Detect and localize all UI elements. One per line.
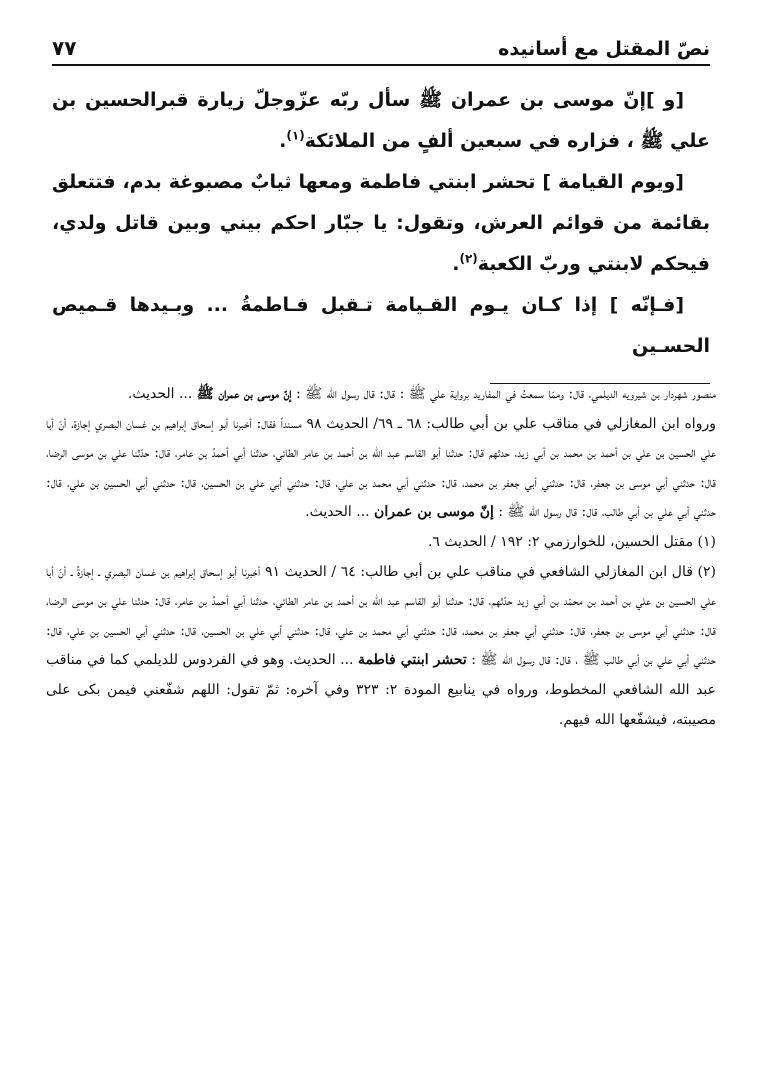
footnote-2-bold: تحشر ابنتي فاطمة (358, 652, 467, 669)
footnote-2-number: (٢) (697, 563, 716, 580)
footnote-continuation-1 (46, 380, 716, 410)
cont2-tail: ... الحديث. (305, 504, 370, 521)
footnote-ref-2[interactable]: (٢) (459, 251, 478, 266)
main-paragraph-2 (52, 162, 710, 285)
footnote-1 (46, 528, 716, 558)
footnote-continuation-2 (46, 410, 716, 528)
footnote-2-text: قال ابن المغازلي الشافعي في مناقب علي بن أبي طالب: ٦٤ / الحديث ٩١ أخبرنا أبو إسحاق إبراهيم بن غسان البصري ـ إجازةً ـ أنّ أبا علي الحسين بن علي بن أحمد بن محمّد بن أبي زيد حدّثهم، قال: حدثنا أبو القاسم عبد الله بن أحمد بن عامر الطائي، حدثنا أبي أحمدُ بن عامر، قال: حدثنا علي بن موسى الرضا، قال: حدثني أبي موسى بن جعفر، قال: حدثني أبي جعفر بن محمد، قال: حدثني أبي محمد بن علي، قال: حدثني أبي علي بن الحسين، قال: حدثني أبي الحسين بن علي، قال: حدثني أبي علي بن أبي طالب ﷺ ، قال: قال رسول الله ﷺ : (46, 563, 717, 669)
cont2-bold: إنّ موسى بن عمران (374, 504, 494, 521)
paragraph-2-end: . (452, 253, 460, 275)
cont1-bold: إنّ موسى بن عمران ﷺ (196, 386, 292, 402)
running-title: نصّ المقتل مع أسانيده (498, 38, 710, 60)
page-number: ٧٧ (52, 36, 77, 60)
footnotes (46, 380, 716, 735)
footnote-2 (46, 558, 716, 736)
main-paragraph-1 (52, 80, 710, 162)
paragraph-1-text: [و ]إنّ موسى بن عمران ﷺ سأل ربّه عزّوجلّ زيارة قبرالحسين بن علي ﷺ ، فزاره في سبعين ألفٍ من الملائكة (52, 89, 710, 152)
cont1-tail: ... الحديث. (127, 386, 193, 402)
cont1-text: منصور شهردار بن شيرويه الديلمي، قال: وممّا سمعتُ في المفاريد برواية علي ﷺ : قال: قال رسول الله ﷺ : (296, 386, 716, 402)
footnote-2-tail: ... الحديث. وهو في الفردوس للديلمي كما في مناقب عبد الله الشافعي المخطوط، ورواه في ينابيع المودة ٢: ٣٢٣ وفي آخره: ثمّ تقول: اللهم شفّعني فيمن بكى على مصيبته، فيشفّعها الله فيهم. (46, 652, 717, 728)
page-header (52, 28, 710, 66)
cont2-text: ورواه ابن المغازلي في مناقب علي بن أبي طالب: ٦٨ ـ ٦٩/ الحديث ٩٨ مسنداً فقال: أخبرنا أبو إسحاق إبراهيم بن غسان البصري إجازة، أنّ أبا علي الحسين بن علي بن أحمد بن محمد بن أبي زيد، حدثهم قال: حدثنا أبو القاسم عبد الله بن أحمد بن عامر الطائي، حدثنا أبي أحمدُ بن عامر، قال: حدّثنا علي بن موسى الرضا، قال: حدثني أبي موسى بن جعفر، قال: حدثني أبي جعفر بن محمد، قال: حدثني أبي محمد بن علي، قال: حدثني أبي علي بن الحسين، قال: حدثني أبي الحسين بن علي، قال: حدثني أبي علي بن أبي طالب، قال: قال رسول الله ﷺ : (46, 415, 716, 521)
footnote-ref-1[interactable]: (١) (286, 128, 305, 143)
main-paragraph-3: [فـإنّه ] إذا كـان يـوم القـيامة تـقبل فـاطمةُ ... وبـيدها قـميص الحسـين (52, 294, 710, 357)
main-text (52, 80, 710, 367)
footnote-1-text: مقتل الحسين، للخوارزمي ٢: ١٩٢ / الحديث ٦. (427, 533, 694, 550)
footnote-1-number: (١) (697, 533, 716, 550)
paragraph-2-text: [ويوم القيامة ] تحشر ابنتي فاطمة ومعها ثيابٌ مصبوغة بدم، فتتعلق بقائمة من قوائم العرش، وتقول: يا جبّار احكم بيني وبين قاتل ولدي، فيحكم لابنتي وربّ الكعبة (52, 171, 710, 275)
paragraph-1-end: . (279, 130, 287, 152)
